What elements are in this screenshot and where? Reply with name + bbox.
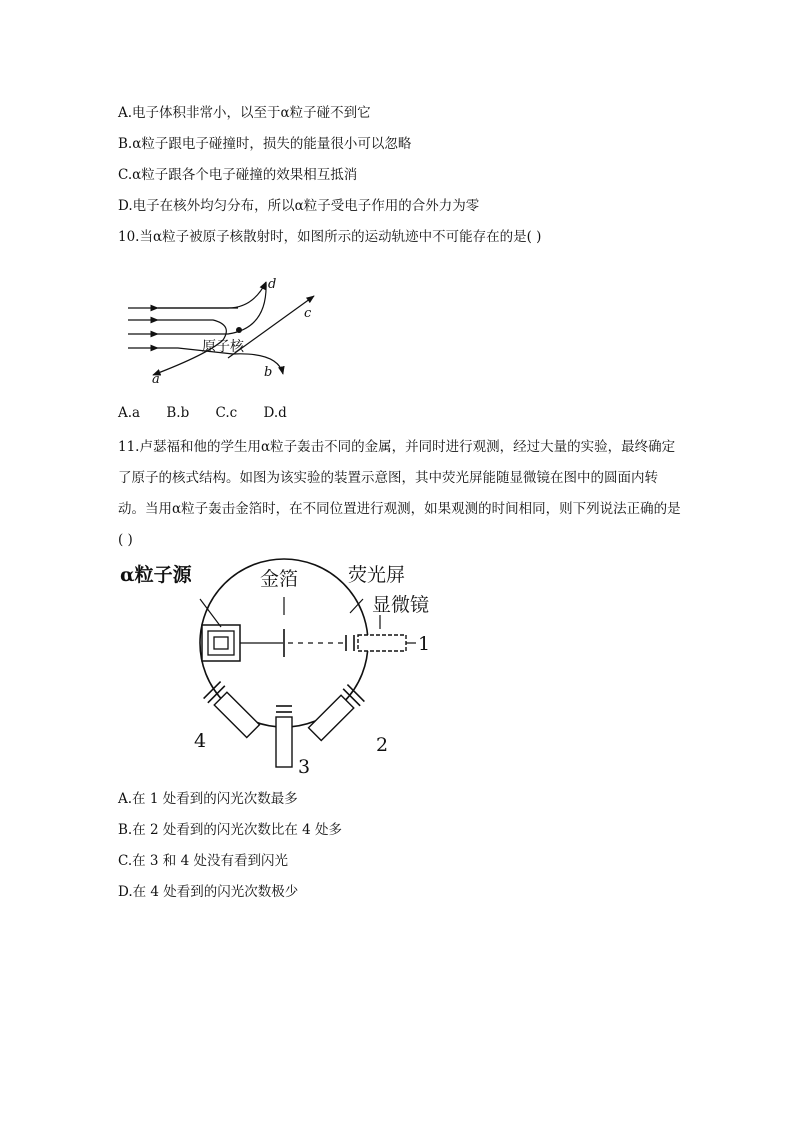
label-c: c <box>304 306 312 321</box>
label-d: d <box>268 277 277 292</box>
q9-option-a: A.电子体积非常小，以至于α粒子碰不到它 <box>118 105 371 121</box>
q9-option-c: C.α粒子跟各个电子碰撞的效果相互抵消 <box>118 167 358 183</box>
q11-apparatus-figure <box>118 555 458 775</box>
microscope-2 <box>309 695 354 740</box>
screen-label: 荧光屏 <box>348 564 406 586</box>
q11-option-b: B.在 2 处看到的闪光次数比在 4 处多 <box>118 822 343 838</box>
q11-option-a: A.在 1 处看到的闪光次数最多 <box>118 791 298 807</box>
q10-stem: 10.当α粒子被原子核散射时，如图所示的运动轨迹中不可能存在的是( ) <box>118 229 542 245</box>
label-b: b <box>264 365 273 380</box>
position-1-label: 1 <box>418 633 431 655</box>
q10-option-c: C.c <box>215 405 238 421</box>
q9-option-d: D.电子在核外均匀分布，所以α粒子受电子作用的合外力为零 <box>118 198 480 214</box>
microscope-4 <box>214 692 259 737</box>
q10-option-a: A.a <box>118 405 141 421</box>
position-4-label: 4 <box>194 730 207 752</box>
trajectory-d <box>158 282 266 308</box>
q10-option-b: B.b <box>166 405 190 421</box>
q11-stem: 11.卢瑟福和他的学生用α粒子轰击不同的金属，并同时进行观测，经过大量的实验，最终确定了原子的核式结构。如图为该实验的装置示意图，其中荧光屏能随显微镜在图中的圆面内转动。当用α粒子轰击金箔时，在不同位置进行观测，如果观测的时间相同，则下列说法正确的是( ) <box>118 439 681 548</box>
q10-scattering-figure <box>118 262 338 392</box>
microscope-3 <box>276 717 292 767</box>
nucleus-dot <box>236 327 242 333</box>
q9-option-b: B.α粒子跟电子碰撞时，损失的能量很小可以忽略 <box>118 136 412 152</box>
position-3-label: 3 <box>298 756 311 775</box>
q10-options <box>118 405 309 421</box>
nucleus-label: 原子核 <box>202 339 244 355</box>
q11-option-c: C.在 3 和 4 处没有看到闪光 <box>118 853 288 869</box>
gold-foil-label: 金箔 <box>260 568 299 590</box>
microscope-1 <box>358 635 406 651</box>
position-2-label: 2 <box>376 734 389 756</box>
q10-option-d: D.d <box>263 405 287 421</box>
label-a: a <box>152 372 160 387</box>
microscope-label: 显微镜 <box>372 594 430 616</box>
q11-option-d: D.在 4 处看到的闪光次数极少 <box>118 884 299 900</box>
alpha-source-label: α粒子源 <box>120 564 192 586</box>
